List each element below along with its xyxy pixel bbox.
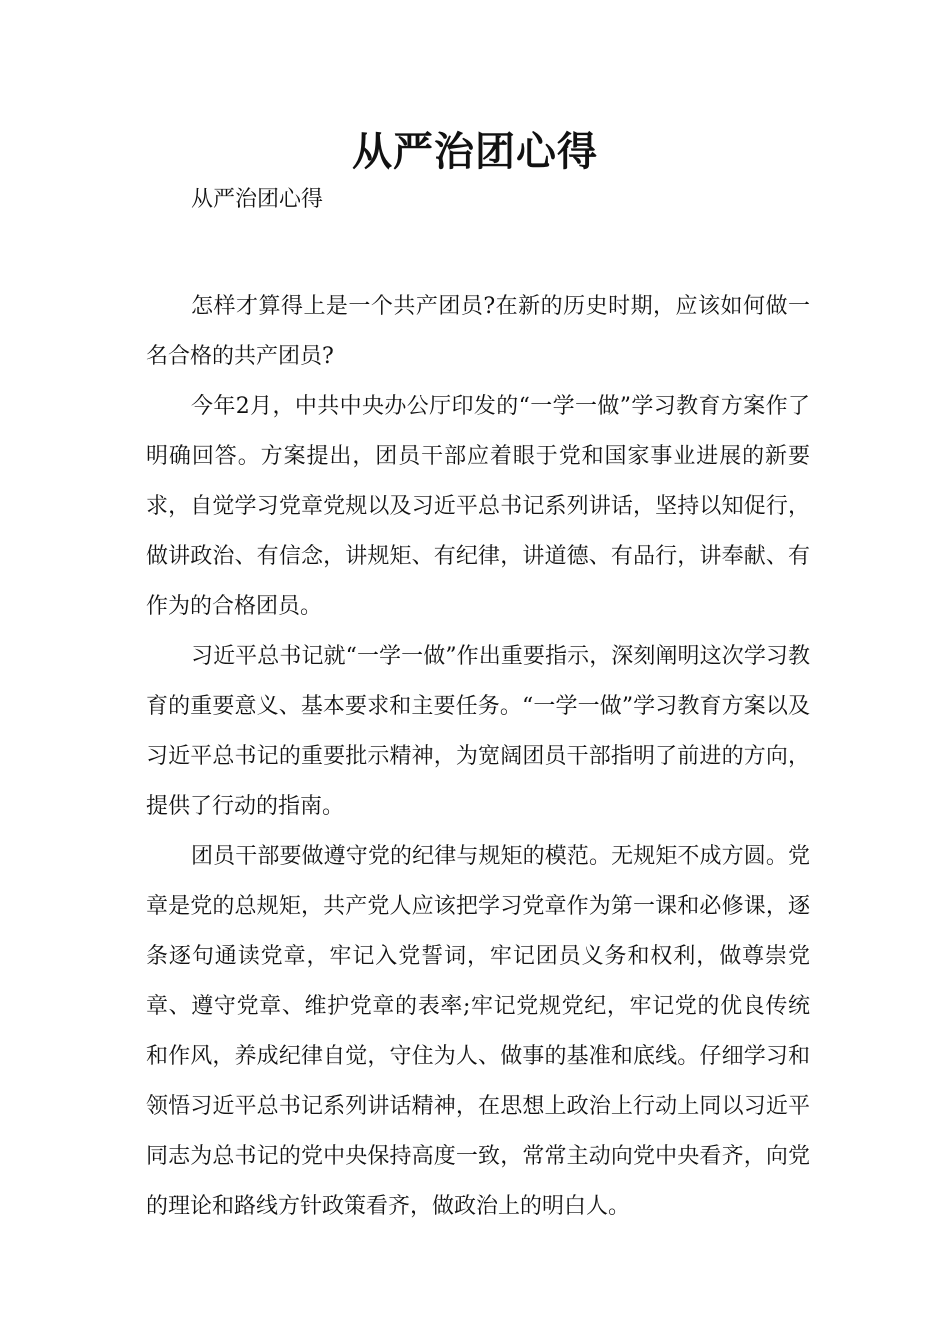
paragraph-1: 怎样才算得上是一个共产团员?在新的历史时期，应该如何做一名合格的共产团员?	[146, 294, 810, 369]
paragraph-3: 习近平总书记就“一学一做”作出重要指示，深刻阐明这次学习教育的重要意义、基本要求和主要任务。“一学一做”学习教育方案以及习近平总书记的重要批示精神，为宽阔团员干部指明了前进的方向，提供了行动的指南。	[146, 644, 810, 819]
paragraph-4: 团员干部要做遵守党的纪律与规矩的模范。无规矩不成方圆。党章是党的总规矩，共产党人应该把学习党章作为第一课和必修课，逐条逐句通读党章，牢记入党誓词，牢记团员义务和权利，做尊崇党章、遵守党章、维护党章的表率;牢记党规党纪，牢记党的优良传统和作风，养成纪律自觉，守住为人、做事的基准和底线。仔细学习和领悟习近平总书记系列讲话精神，在思想上政治上行动上同以习近平同志为总书记的党中央保持高度一致，常常主动向党中央看齐，向党的理论和路线方针政策看齐，做政治上的明白人。	[146, 844, 810, 1219]
document-subtitle: 从严治团心得	[191, 187, 324, 212]
document-body	[146, 282, 810, 1232]
document-title: 从严治团心得	[352, 129, 598, 175]
paragraph-2: 今年2月，中共中央办公厅印发的“一学一做”学习教育方案作了明确回答。方案提出，团员干部应着眼于党和国家事业进展的新要求，自觉学习党章党规以及习近平总书记系列讲话，坚持以知促行，做讲政治、有信念，讲规矩、有纪律，讲道德、有品行，讲奉献、有作为的合格团员。	[146, 394, 810, 619]
